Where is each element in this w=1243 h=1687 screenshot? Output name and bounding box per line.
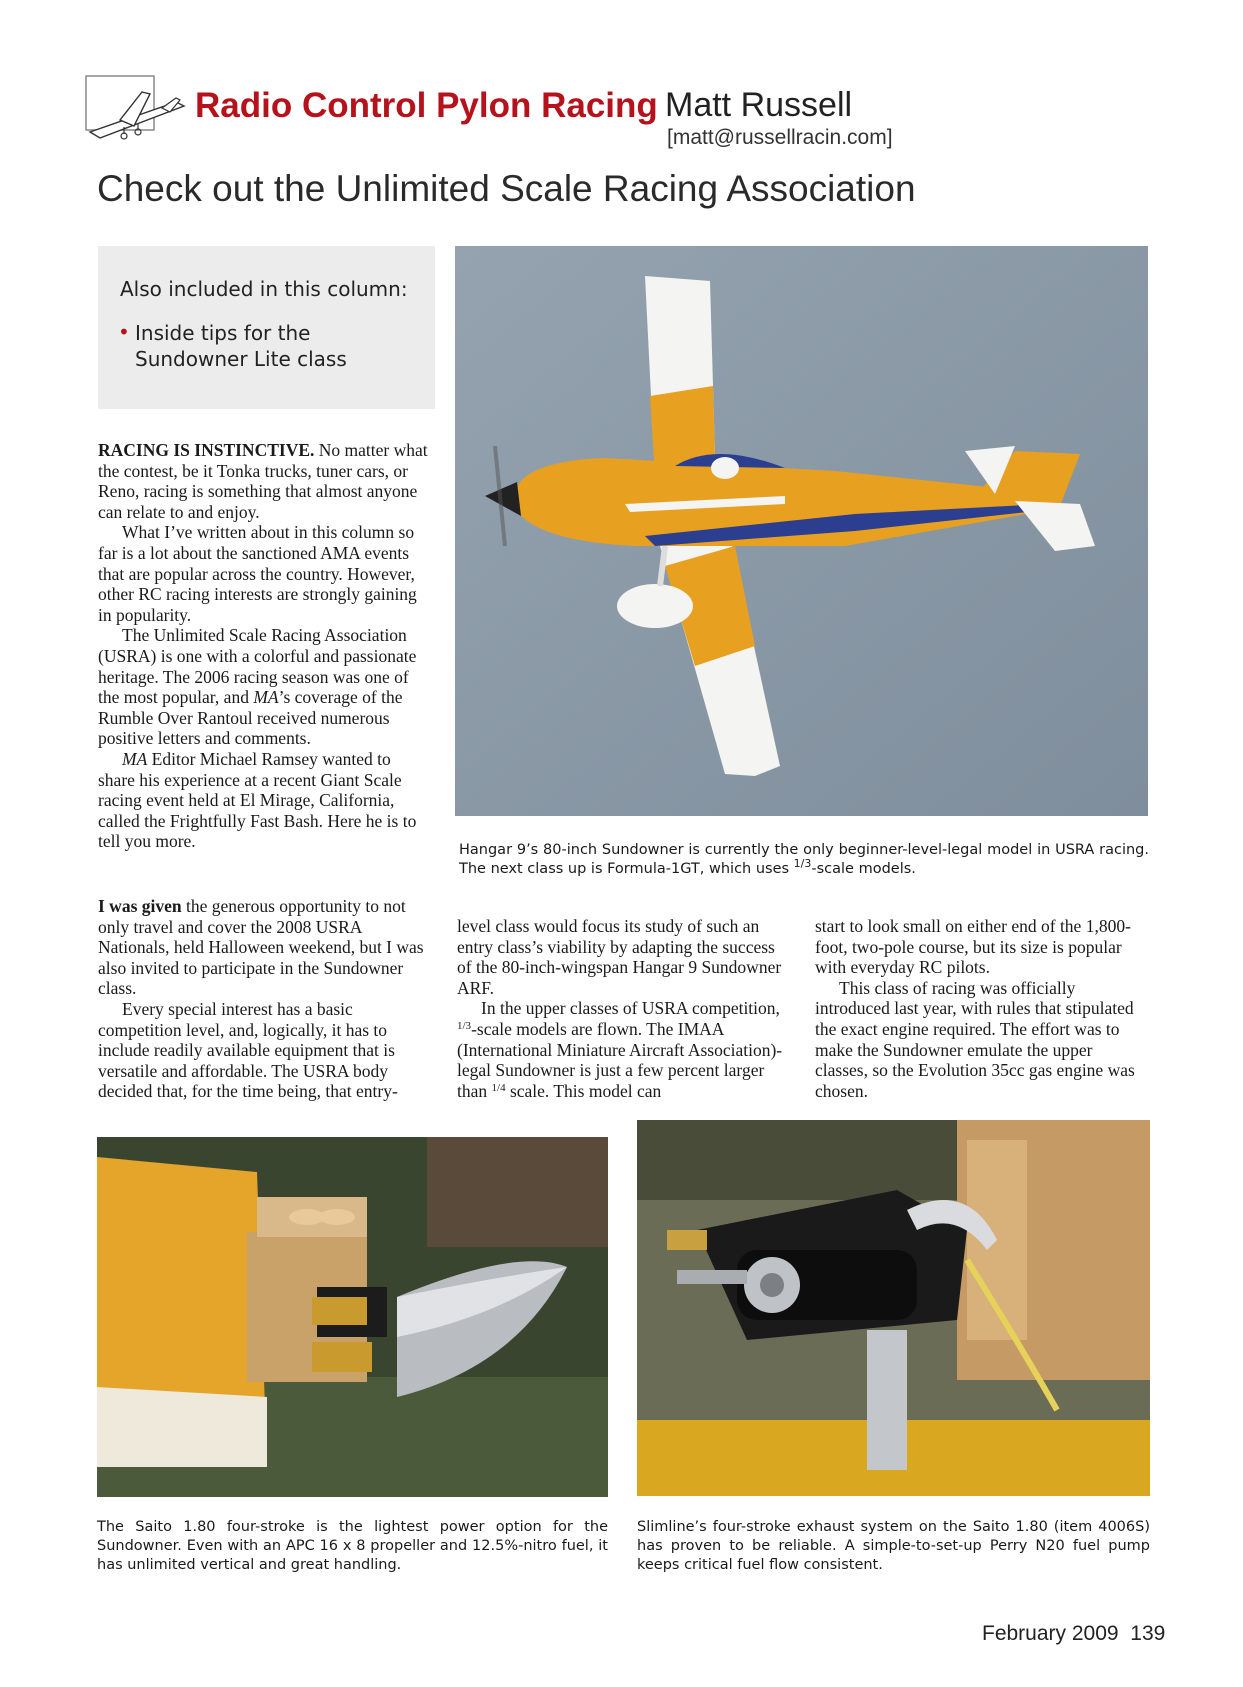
paragraph: What I’ve written about in this column so far is a lot about the sanctioned AMA events that are popular across the country. However, other RC racing interests are strongly gaining in popularity. (98, 522, 417, 625)
saito-engine-photo (97, 1137, 608, 1497)
column-title: Radio Control Pylon Racing (195, 86, 658, 125)
article-column-1-continued (98, 896, 428, 1102)
paragraph: The Unlimited Scale Racing Association (USRA) is one with a colorful and passionate heritage. The 2006 racing season was one of the most popular, and MA’s coverage of the Rumble Over Rantoul received numerous positive letters and comments. (98, 625, 417, 749)
right-photo-caption: Slimline’s four-stroke exhaust system on the Saito 1.80 (item 4006S) has proven to be reliable. A simple-to-set-up Perry N20 fuel pump keeps critical fuel flow consistent. (637, 1519, 1150, 1573)
article-column-2 (457, 916, 792, 1101)
paragraph: start to look small on either end of the 1,800-foot, two-pole course, but its size is popular with everyday RC pilots. (815, 916, 1131, 978)
left-photo-caption: The Saito 1.80 four-stroke is the lightest power option for the Sundowner. Even with an APC 16 x 8 propeller and 12.5%-nitro fuel, it has unlimited vertical and great handling. (97, 1519, 608, 1573)
paragraph: MA Editor Michael Ramsey wanted to share his experience at a recent Giant Scale racing event held at El Mirage, California, called the Frightfully Fast Bash. Here he is to tell you more. (98, 748, 417, 852)
main-photo-caption: Hangar 9’s 80-inch Sundowner is currently the only beginner-level-legal model in USRA racing. The next class up is Formula-1GT, which uses $^{1/3}$-scale models. (459, 842, 1149, 877)
paragraph: level class would focus its study of such an entry class’s viability by adapting the success of the 80-inch-wingspan Hangar 9 Sundowner ARF. (457, 916, 782, 998)
paragraph: In the upper classes of USRA competition, $^{1/3}$-scale models are flown. The IMAA (International Miniature Aircraft Association)-legal Sundowner is just a few percent larger than $^{1/4}$ scale. This model can (457, 998, 783, 1101)
page-footer (982, 1622, 1165, 1646)
paragraph: This class of racing was officially introduced last year, with rules that stipulated the exact engine required. The effort was to make the Sundowner emulate the upper classes, so the Evolution 35cc gas engine was chosen. (815, 977, 1135, 1101)
sundowner-plane-photo (455, 246, 1148, 816)
paragraph: I was given the generous opportunity to not only travel and cover the 2008 USRA Nationals, held Halloween weekend, but I was also invited to participate in the Sundowner class. (98, 896, 424, 999)
page-number: 139 (1130, 1622, 1166, 1645)
paragraph: Every special interest has a basic competition level, and, logically, it has to include readily available equipment that is versatile and affordable. The USRA body decided that, for the time being, that entry- (98, 998, 398, 1102)
also-included-item-text: Inside tips for the Sundowner Lite class (135, 321, 347, 371)
article-column-3 (815, 916, 1145, 1101)
also-included-item (118, 320, 418, 372)
author-name: Matt Russell (665, 86, 853, 124)
slimline-exhaust-photo (637, 1120, 1150, 1496)
bullet-icon: • (118, 320, 130, 344)
author-email: [matt@russellracin.com] (667, 126, 893, 149)
issue-date: February 2009 (982, 1622, 1119, 1645)
article-column-1 (98, 440, 428, 852)
column-logo-airplane-icon (80, 72, 190, 150)
paragraph: RACING IS INSTINCTIVE. No matter what the contest, be it Tonka trucks, tuner cars, or Reno, racing is something that almost anyone can relate to and enjoy. (98, 440, 428, 522)
also-included-title: Also included in this column: (120, 277, 408, 301)
article-headline: Check out the Unlimited Scale Racing Association (97, 168, 916, 209)
